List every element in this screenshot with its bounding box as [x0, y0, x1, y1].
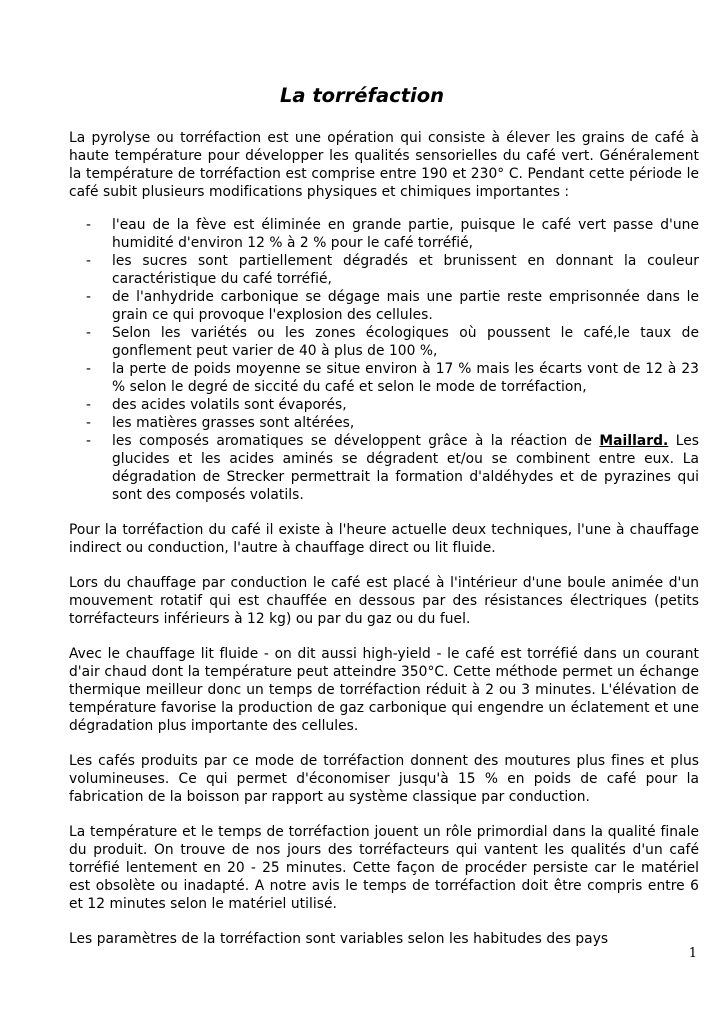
- list-item-text-before: les composés aromatiques se développent grâce à la réaction de: [112, 433, 600, 449]
- list-item-text: des acides volatils sont évaporés,: [112, 397, 347, 413]
- list-item-text: les sucres sont partiellement dégradés et brunissent en donnant la couleur caractéristique du café torréfié,: [112, 253, 699, 287]
- bullet-dash: -: [86, 217, 92, 233]
- conduction-paragraph: Lors du chauffage par conduction le café est placé à l'intérieur d'une boule animée d'un mouvement rotatif qui est chauffée en dessous par des résistances électriques (petits torréfacteurs inférieurs à 12 kg) ou par du gaz ou du fuel.: [69, 575, 699, 627]
- list-item: [86, 216, 699, 252]
- list-item: [86, 324, 699, 360]
- bullet-dash: -: [86, 253, 92, 269]
- list-item: [86, 396, 699, 414]
- techniques-paragraph: Pour la torréfaction du café il existe à l'heure actuelle deux techniques, l'une à chauffage indirect ou conduction, l'autre à chauffage direct ou lit fluide.: [69, 522, 699, 556]
- page-number: 1: [688, 946, 697, 961]
- list-item-text: l'eau de la fève est éliminée en grande partie, puisque le café vert passe d'une humidité d'environ 12 % à 2 % pour le café torréfié,: [112, 217, 699, 251]
- time-temperature-paragraph: La température et le temps de torréfaction jouent un rôle primordial dans la qualité finale du produit. On trouve de nos jours des torréfacteurs qui vantent les qualités d'un café torréfié lentement en 20 - 25 minutes. Cette façon de procéder persiste car le matériel est obsolète ou inadapté. A notre avis le temps de torréfaction doit être compris entre 6 et 12 minutes selon le matériel utilisé.: [69, 824, 699, 912]
- list-item: [86, 414, 699, 432]
- list-item: [86, 432, 699, 504]
- fluid-bed-paragraph: Avec le chauffage lit fluide - on dit aussi high-yield - le café est torréfié dans un courant d'air chaud dont la température peut atteindre 350°C. Cette méthode permet un échange thermique meilleur donc un temps de torréfaction réduit à 2 ou 3 minutes. L'élévation de température favorise la production de gaz carbonique qui engendre un éclatement et une dégradation plus importante des cellules.: [69, 646, 699, 734]
- modifications-list: [69, 216, 699, 504]
- bullet-dash: -: [86, 415, 92, 431]
- parameters-paragraph: Les paramètres de la torréfaction sont variables selon les habitudes des pays: [69, 931, 609, 947]
- list-item-text: la perte de poids moyenne se situe environ à 17 % mais les écarts vont de 12 à 23 % selon le degré de siccité du café et selon le mode de torréfaction,: [112, 361, 699, 395]
- list-item-text-after: Les glucides et les acides aminés se dégradent et/ou se combinent entre eux. La dégradation de Strecker permettrait la formation d'aldéhydes et de pyrazines qui sont des composés volatils.: [112, 433, 699, 503]
- list-item-text: de l'anhydride carbonique se dégage mais une partie reste emprisonnée dans le grain ce qui provoque l'explosion des cellules.: [112, 289, 699, 323]
- bullet-dash: -: [86, 289, 92, 305]
- bullet-dash: -: [86, 397, 92, 413]
- document-body: [69, 129, 699, 965]
- intro-paragraph: La pyrolyse ou torréfaction est une opération qui consiste à élever les grains de café à haute température pour développer les qualités sensorielles du café vert. Généralement la température de torréfaction est comprise entre 190 et 230° C. Pendant cette période le café subit plusieurs modifications physiques et chimiques importantes :: [69, 130, 699, 200]
- list-item-text: Selon les variétés ou les zones écologiques où poussent le café,le taux de gonflement peut varier de 40 à plus de 100 %,: [112, 325, 699, 359]
- list-item: [86, 252, 699, 288]
- list-item: [86, 360, 699, 396]
- bullet-dash: -: [86, 325, 92, 341]
- list-item-text: les matières grasses sont altérées,: [112, 415, 355, 431]
- bullet-dash: -: [86, 433, 92, 449]
- list-item: [86, 288, 699, 324]
- document-title: La torréfaction: [279, 84, 445, 107]
- grind-paragraph: Les cafés produits par ce mode de torréfaction donnent des moutures plus fines et plus volumineuses. Ce qui permet d'économiser jusqu'à 15 % en poids de café pour la fabrication de la boisson par rapport au système classique par conduction.: [69, 753, 699, 805]
- maillard-link[interactable]: Maillard.: [599, 433, 669, 449]
- bullet-dash: -: [86, 361, 92, 377]
